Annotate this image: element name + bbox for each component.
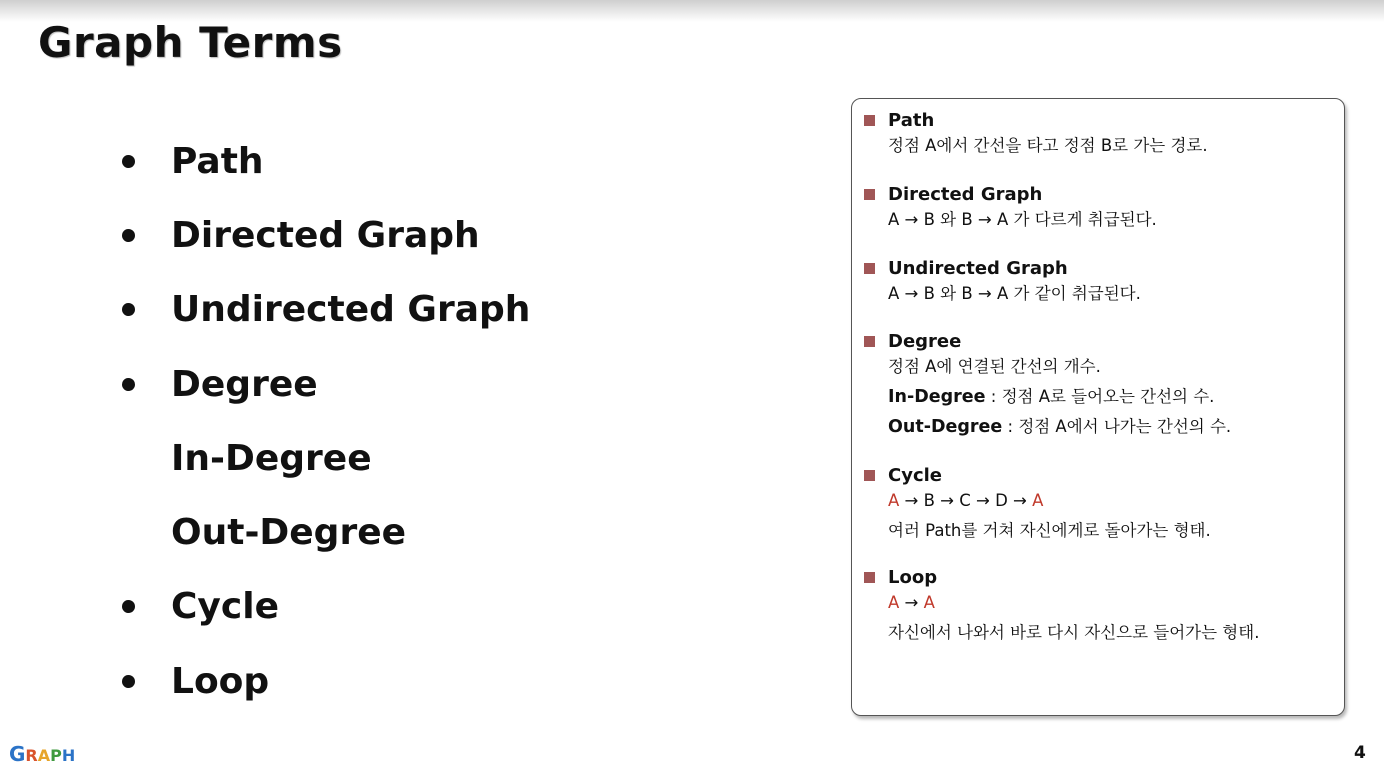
- bullet-dot-icon: [122, 378, 135, 391]
- sequence-middle: → B → C → D →: [899, 491, 1033, 510]
- sequence-end: A: [923, 593, 935, 612]
- loop-sequence: [864, 588, 1336, 618]
- sequence-start: A: [888, 491, 900, 510]
- out-degree-text: : 정점 A에서 나가는 간선의 수.: [1002, 417, 1232, 436]
- bullet-dot-icon: [122, 675, 135, 688]
- definition-title: Cycle: [888, 464, 942, 486]
- term-item-loop: [118, 644, 530, 718]
- definition-degree: [864, 330, 1336, 442]
- definition-cycle: [864, 464, 1336, 546]
- term-label: Degree: [171, 363, 318, 405]
- definition-directed-graph: [864, 183, 1336, 235]
- bullet-dot-icon: [122, 600, 135, 613]
- term-item-out-degree: [118, 495, 530, 569]
- out-degree-label: Out-Degree: [888, 417, 1003, 437]
- definition-text: 자신에서 나와서 바로 다시 자신으로 들어가는 형태.: [888, 623, 1260, 642]
- definition-title: Undirected Graph: [888, 257, 1068, 279]
- square-bullet-icon: [864, 189, 875, 200]
- term-item-directed-graph: [118, 198, 530, 272]
- term-item-in-degree: [118, 421, 530, 495]
- square-bullet-icon: [864, 115, 875, 126]
- term-item-cycle: [118, 570, 530, 644]
- term-item-degree: [118, 347, 530, 421]
- square-bullet-icon: [864, 572, 875, 583]
- term-label: Cycle: [171, 586, 279, 628]
- sequence-start: A: [888, 593, 900, 612]
- definition-loop: [864, 566, 1336, 648]
- in-degree-line: [864, 382, 1336, 412]
- in-degree-label: In-Degree: [888, 387, 986, 407]
- bullet-dot-icon: [122, 303, 135, 316]
- graph-logo: GRAPH: [9, 742, 76, 766]
- term-label: Directed Graph: [171, 214, 480, 256]
- square-bullet-icon: [864, 470, 875, 481]
- definition-undirected-graph: [864, 257, 1336, 309]
- bullet-dot-icon: [122, 229, 135, 242]
- definition-text: 정점 A에서 간선을 타고 정점 B로 가는 경로.: [888, 136, 1208, 155]
- term-label: In-Degree: [171, 437, 372, 479]
- definition-title: Path: [888, 109, 935, 131]
- definition-text: A → B 와 B → A 가 같이 취급된다.: [888, 284, 1141, 303]
- definition-title: Directed Graph: [888, 183, 1043, 205]
- definition-text: 정점 A에 연결된 간선의 개수.: [888, 357, 1101, 376]
- definition-text: 여러 Path를 거쳐 자신에게로 돌아가는 형태.: [888, 521, 1211, 540]
- term-label: Path: [171, 140, 264, 182]
- definitions-panel: [851, 98, 1345, 716]
- term-item-path: [118, 124, 530, 198]
- bullet-dot-icon: [122, 155, 135, 168]
- term-list: [118, 124, 530, 718]
- out-degree-line: [864, 412, 1336, 442]
- square-bullet-icon: [864, 336, 875, 347]
- term-label: Undirected Graph: [171, 289, 531, 331]
- sequence-end: A: [1032, 491, 1044, 510]
- term-item-undirected-graph: [118, 273, 530, 347]
- cycle-sequence: [864, 486, 1336, 516]
- page-number: 4: [1354, 743, 1366, 763]
- square-bullet-icon: [864, 263, 875, 274]
- sequence-middle: →: [899, 593, 924, 612]
- definition-path: [864, 109, 1336, 161]
- term-label: Loop: [171, 660, 270, 702]
- slide-title: Graph Terms: [38, 18, 343, 67]
- definition-title: Loop: [888, 566, 938, 588]
- in-degree-text: : 정점 A로 들어오는 간선의 수.: [985, 387, 1215, 406]
- definition-text: A → B 와 B → A 가 다르게 취급된다.: [888, 210, 1157, 229]
- term-label: Out-Degree: [171, 512, 407, 554]
- definition-title: Degree: [888, 330, 962, 352]
